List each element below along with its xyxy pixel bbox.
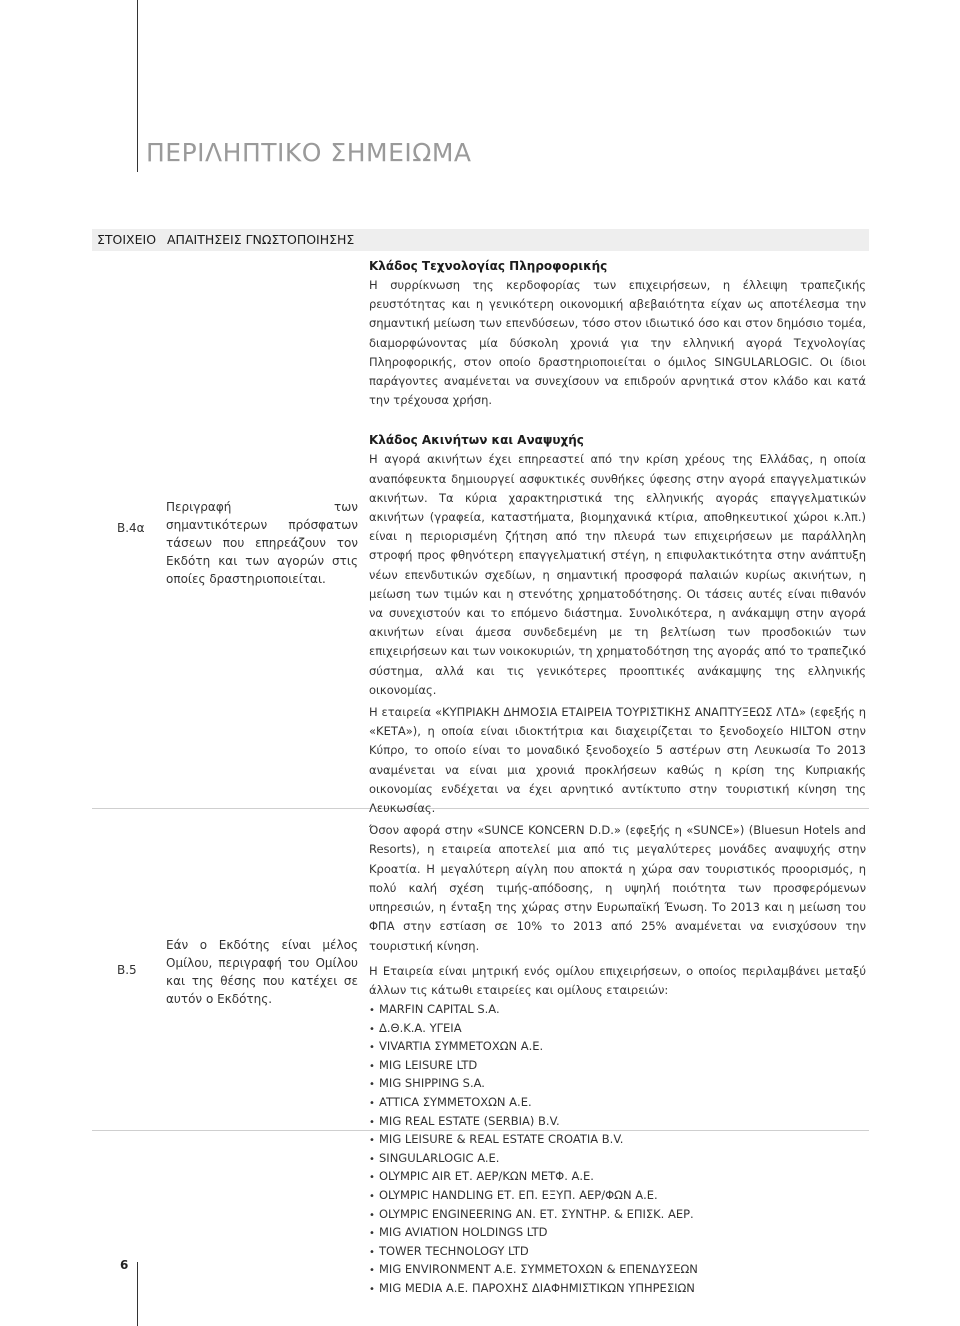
list-item: • MIG LEISURE LTD <box>369 1057 866 1076</box>
bullet-icon: • <box>369 1116 375 1128</box>
bullet-icon: • <box>369 1153 375 1165</box>
row-description-b4a: Περιγραφή των σημαντικότερων πρόσφατων τάσεων που επηρεάζουν τον Εκδότη και των αγορών στις οποίες δραστηριοποιείται. <box>166 500 358 586</box>
list-item: • MIG ENVIRONMENT Α.Ε. ΣΥΜΜΕΤΟΧΩΝ & ΕΠΕΝΔΥΣΕΩΝ <box>369 1261 866 1280</box>
bullet-icon: • <box>369 1246 375 1258</box>
row-id-b5: B.5 <box>117 963 137 977</box>
bullet-icon: • <box>369 1135 375 1147</box>
bullet-icon: • <box>369 1098 375 1110</box>
row-description-b5: Εάν ο Εκδότης είναι μέλος Ομίλου, περιγραφή του Ομίλου και της θέσης που κατέχει σε αυτόν ο Εκδότης. <box>166 938 358 1006</box>
list-item: • MIG AVIATION HOLDINGS LTD <box>369 1224 866 1243</box>
real-estate-heading: Κλάδος Ακινήτων και Αναψυχής <box>369 433 584 448</box>
list-item: • OLYMPIC HANDLING ΕΤ. ΕΠ. ΕΞΥΠ. ΑΕΡ/ΦΩΝ Α.Ε. <box>369 1187 866 1206</box>
keta-text: Η εταιρεία «ΚΥΠΡΙΑΚΗ ΔΗΜΟΣΙΑ ΕΤΑΙΡΕΙΑ ΤΟΥΡΙΣΤΙΚΗΣ ΑΝΑΠΤΥΞΕΩΣ ΛΤΔ» (εφεξής η «ΚΕΤΑ»), η οποία είναι ιδιοκτήτρια και διαχειρίζεται το ξενοδοχείο HILTON στην Κύπρο, το οποίο είναι το μοναδικό ξενοδοχείο 5 αστέρων στη Λευκωσία Το 2013 αναμένεται να είναι μια χρονιά προκλήσεων καθώς η κρίση της Κυπριακής οικονομίας ενδέχεται να έχει αρνητικό αντίκτυπο στην τουριστική κίνηση της Λευκωσίας. <box>369 705 866 816</box>
header-requirements: ΑΠΑΙΤΗΣΕΙΣ ΓΝΩΣΤΟΠΟΙΗΣΗΣ <box>167 232 355 247</box>
page-number: 6 <box>120 1258 129 1272</box>
sunce-text: Όσον αφορά στην «SUNCE KONCERN D.D.» (εφεξής η «SUNCE») (Bluesun Hotels and Resorts), η εταιρεία αποτελεί μια από τις μεγαλύτερες μονάδες αναψυχής στην Κροατία. Η μεγαλύτερη αίγλη που αποκτά η χώρα σαν τουριστικός προορισμός, η πολύ καλή σχέση τιμής-απόδοσης, η υψηλή ποιότητα των προσφερόμενων υπηρεσιών, η ένταξη της χώρας στην Ευρωπαϊκή Ένωση. Το 2013 και η μείωση του ΦΠΑ στην εστίαση σε 10% το 2013 από 25% αναμένεται να ενισχύσουν την τουριστική κίνηση. <box>369 823 866 953</box>
bullet-icon: • <box>369 1079 375 1091</box>
list-item: • SINGULARLOGIC A.E. <box>369 1150 866 1169</box>
list-item: • MIG SHIPPING S.A. <box>369 1075 866 1094</box>
it-sector-heading: Κλάδος Τεχνολογίας Πληροφορικής <box>369 259 608 273</box>
list-item: • MIG REAL ESTATE (SERBIA) B.V. <box>369 1113 866 1132</box>
bullet-icon: • <box>369 1228 375 1240</box>
table-header <box>92 229 869 251</box>
list-item: • TOWER TECHNOLOGY LTD <box>369 1243 866 1262</box>
bullet-icon: • <box>369 1172 375 1184</box>
list-item: • Δ.Θ.Κ.Α. ΥΓΕΙΑ <box>369 1020 866 1039</box>
list-item: • OLYMPIC ENGINEERING ΑΝ. ΕΤ. ΣΥΝΤΗΡ. & ΕΠΙΣΚ. ΑΕΡ. <box>369 1206 866 1225</box>
bullet-icon: • <box>369 1042 375 1054</box>
page-number-rule <box>137 1262 138 1326</box>
bullet-icon: • <box>369 1060 375 1072</box>
bullet-icon: • <box>369 1005 375 1017</box>
header-element: ΣΤΟΙΧΕΙΟ <box>97 232 157 247</box>
group-text: Η Εταιρεία είναι μητρική ενός ομίλου επιχειρήσεων, ο οποίος περιλαμβάνει μεταξύ άλλων τις κάτωθι εταιρείες και ομίλους εταιρειών: <box>369 963 866 997</box>
bullet-icon: • <box>369 1209 375 1221</box>
subsidiaries-list <box>369 1001 866 1299</box>
page-title: ΠΕΡΙΛΗΠΤΙΚΟ ΣΗΜΕΙΩΜΑ <box>146 138 472 167</box>
bullet-icon: • <box>369 1265 375 1277</box>
list-item: • MIG MEDIA Α.Ε. ΠΑΡΟΧΗΣ ΔΙΑΦΗΜΙΣΤΙΚΩΝ ΥΠΗΡΕΣΙΩΝ <box>369 1280 866 1299</box>
content-column <box>369 256 866 1299</box>
bullet-icon: • <box>369 1023 375 1035</box>
list-item: • MARFIN CAPITAL S.A. <box>369 1001 866 1020</box>
bullet-icon: • <box>369 1284 375 1296</box>
list-item: • ATTICA ΣΥΜΜΕΤΟΧΩΝ Α.Ε. <box>369 1094 866 1113</box>
real-estate-text: Η αγορά ακινήτων έχει επηρεαστεί από την κρίση χρέους της Ελλάδας, η οποία αναπόφευκτα δημιουργεί ασφυκτικές συνθήκες ύφεσης στην αγορά επαγγελματικών ακινήτων. Τα κύρια χαρακτηριστικά της ελληνικής αγοράς επαγγελματικών ακινήτων (γραφεία, καταστήματα, βιομηχανικά κτίρια, αποθηκευτικοί χώροι κ.λπ.) είναι η περιορισμένη ζήτηση από την πλευρά των επιχειρήσεων με παράλληλη στροφή προς φθηνότερη επαγγελματική στέγη, η επιφυλακτικότητα στην ανάπτυξη νέων επενδυτικών σχεδίων, η σημαντική προσφορά παλαιών κυρίως ακινήτων, η μείωση των τιμών και η στενότης χρηματοδότησης. Οι τάσεις αυτές είναι πιθανόν να συνεχιστούν και το επόμενο διάστημα. Συνολικότερα, η ανάκαμψη στην αγορά ακινήτων είναι άμεσα συνδεδεμένη με τη βελτίωση των προσδοκιών των επιχειρήσεων και των νοικοκυριών, τη χρηματοδότηση της αγοράς από το τραπεζικό σύστημα, αλλά και τις γενικότερες προοπτικές ανάκαμψης της ελληνικής οικονομίας. <box>369 452 866 697</box>
it-sector-text: Η συρρίκνωση της κερδοφορίας των επιχειρήσεων, η έλλειψη τραπεζικής ρευστότητας και η γενικότερη οικονομική αβεβαιότητα είχαν ως αποτέλεσμα την σημαντική μείωση των επενδύσεων, τόσο στον ιδιωτικό όσο και στον δημόσιο τομέα, διαμορφώνοντας μία δύσκολη χρονιά για την ελληνική αγορά Τεχνολογίας Πληροφορικής, στον οποίο δραστηριοποιείται ο όμιλος SINGULARLOGIC. Οι ίδιοι παράγοντες αναμένεται να συνεχίσουν να επιδρούν αρνητικά στον κλάδο και κατά την τρέχουσα χρήση. <box>369 278 866 408</box>
list-item: • OLYMPIC AIR ΕΤ. ΑΕΡ/ΚΩΝ ΜΕΤΦ. Α.Ε. <box>369 1168 866 1187</box>
row-id-b4a: B.4α <box>117 521 145 535</box>
title-vertical-rule <box>137 0 138 172</box>
list-item: • MIG LEISURE & REAL ESTATE CROATIA B.V. <box>369 1131 866 1150</box>
list-item: • VIVARTIA ΣΥΜΜΕΤΟΧΩΝ Α.Ε. <box>369 1038 866 1057</box>
bullet-icon: • <box>369 1191 375 1203</box>
